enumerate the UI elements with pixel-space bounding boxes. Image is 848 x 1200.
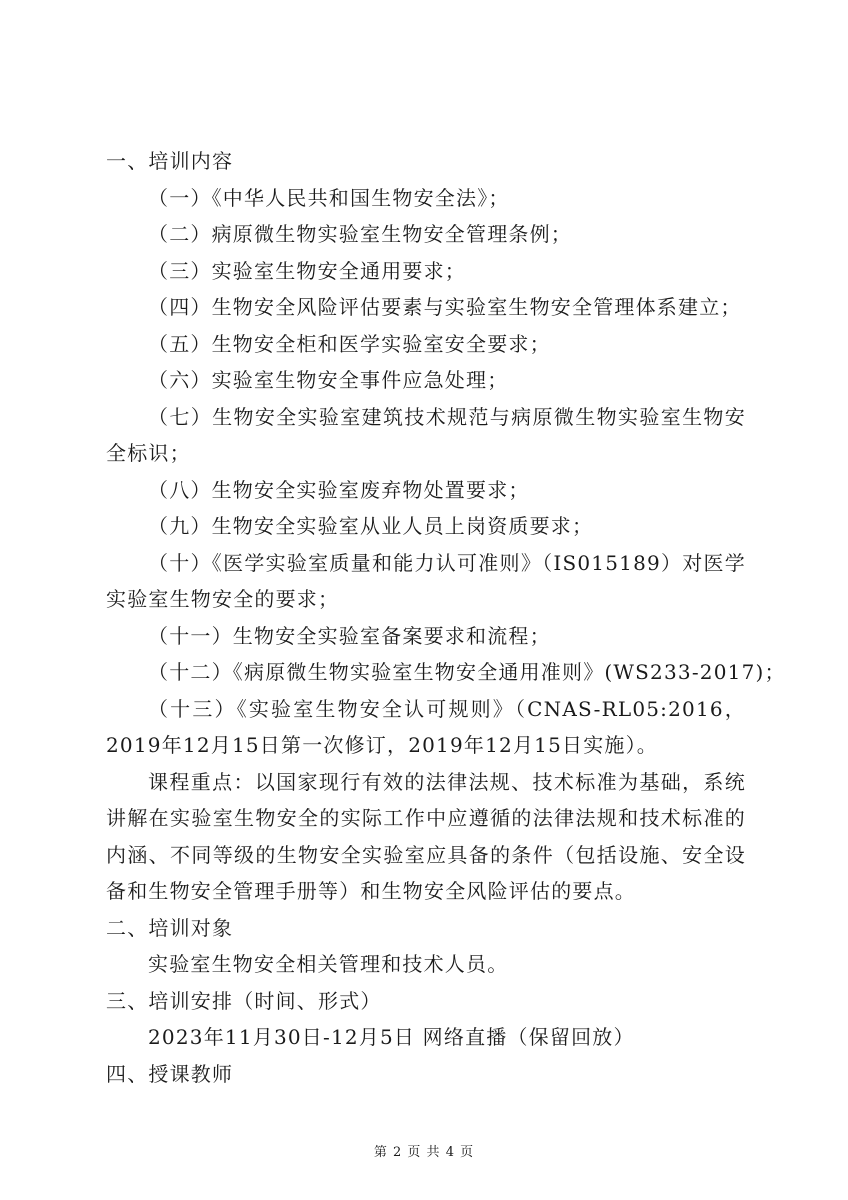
schedule-text: 2023年11月30日-12月5日 网络直播（保留回放） <box>148 1025 635 1049</box>
list-item: （二）病原微生物实验室生物安全管理条例； <box>148 222 572 246</box>
section-heading-instructors: 四、授课教师 <box>106 1061 234 1086</box>
audience-text: 实验室生物安全相关管理和技术人员。 <box>148 952 509 976</box>
list-item: （五）生物安全柜和医学实验室安全要求； <box>148 331 551 356</box>
list-item: （三）实验室生物安全通用要求； <box>148 258 466 283</box>
list-item: （十）《医学实验室质量和能力认可准则》（IS015189）对医学实验室生物安全的要求； <box>106 550 746 611</box>
list-item: （一）《中华人民共和国生物安全法》； <box>148 185 510 210</box>
list-item: （八）生物安全实验室废弃物处置要求； <box>148 477 530 502</box>
list-item: （九）生物安全实验室从业人员上岗资质要求； <box>148 514 594 538</box>
list-item: （四）生物安全风险评估要素与实验室生物安全管理体系建立； <box>148 295 742 319</box>
list-item: （七）生物安全实验室建筑技术规范与病原微生物实验室生物安全标识； <box>106 404 746 465</box>
list-item: （十一）生物安全实验室备案要求和流程； <box>148 623 551 648</box>
section-heading-schedule: 三、培训安排（时间、形式） <box>106 988 382 1013</box>
document-body <box>106 143 786 1092</box>
list-item: （十二）《病原微生物实验室生物安全通用准则》(WS233-2017)； <box>148 660 786 684</box>
section-heading-audience: 二、培训对象 <box>106 915 234 940</box>
list-item: （十三）《实验室生物安全认可规则》（CNAS-RL05:2016，2019年12月15日第一次修订，2019年12月15日实施）。 <box>106 696 746 757</box>
page-number-footer: 第 2 页 共 4 页 <box>373 1145 475 1160</box>
section-heading-training-content: 一、培训内容 <box>106 149 234 173</box>
course-focus-paragraph: 课程重点：以国家现行有效的法律法规、技术标准为基础，系统讲解在实验室生物安全的实际工作中应遵循的法律法规和技术标准的内涵、不同等级的生物安全实验室应具备的条件（包括设施、安全设备和生物安全管理手册等）和生物安全风险评估的要点。 <box>106 769 746 903</box>
list-item: （六）实验室生物安全事件应急处理； <box>148 368 509 392</box>
